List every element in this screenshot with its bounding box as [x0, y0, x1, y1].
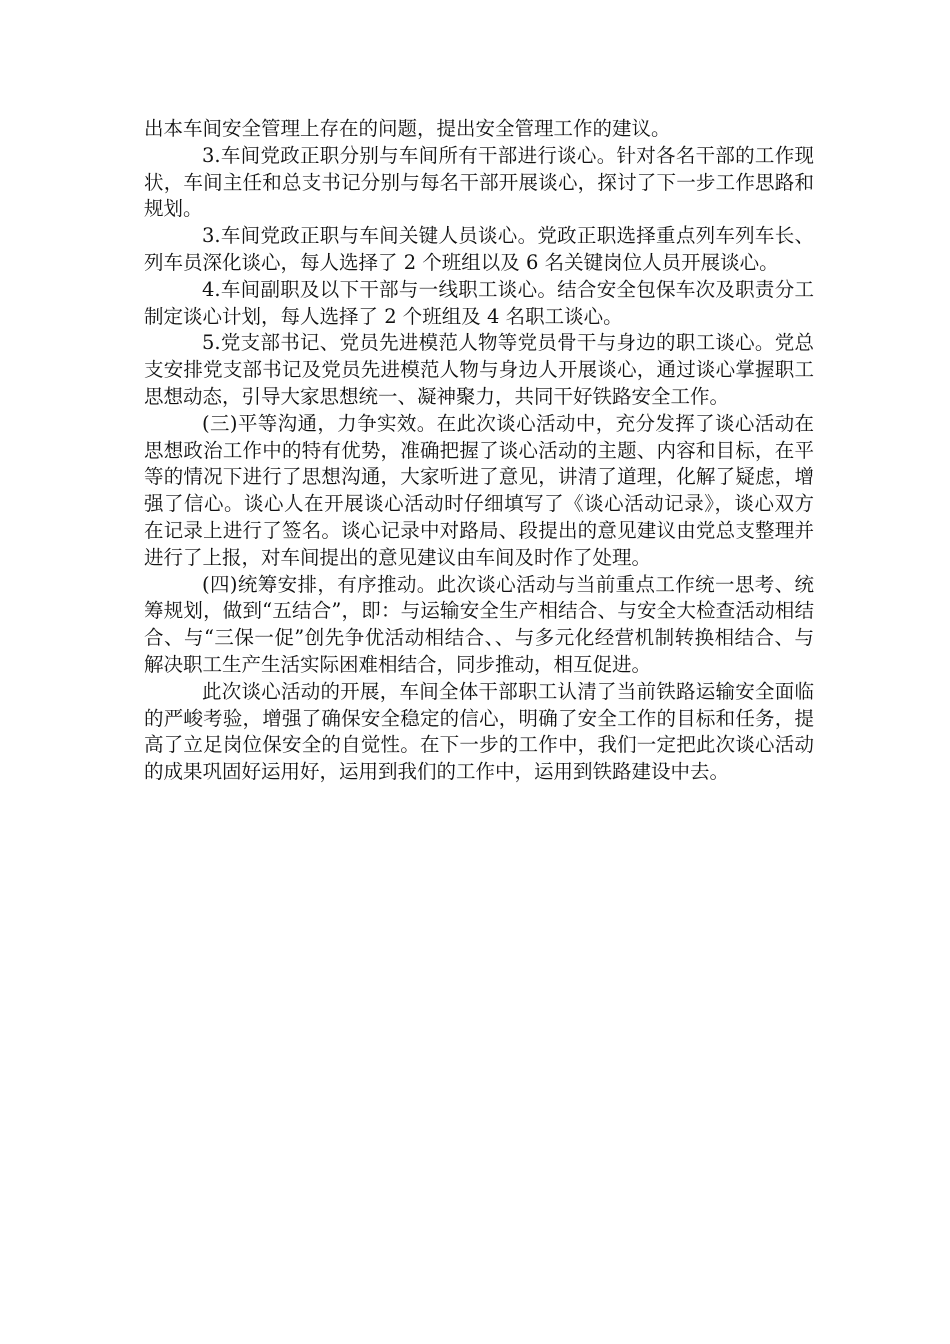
document-body — [144, 116, 814, 786]
paragraph-section-3: (三)平等沟通，力争实效。在此次谈心活动中，充分发挥了谈心活动在思想政治工作中的特有优势，准确把握了谈心活动的主题、内容和目标，在平等的情况下进行了思想沟通，大家听进了意见，讲清了道理，化解了疑虑，增强了信心。谈心人在开展谈心活动时仔细填写了《谈心活动记录》，谈心双方在记录上进行了签名。谈心记录中对路局、段提出的意见建议由党总支整理并进行了上报，对车间提出的意见建议由车间及时作了处理。 — [144, 411, 814, 569]
paragraph-item-5: 5.党支部书记、党员先进模范人物等党员骨干与身边的职工谈心。党总支安排党支部书记及党员先进模范人物与身边人开展谈心，通过谈心掌握职工思想动态，引导大家思想统一、凝神聚力，共同干好铁路安全工作。 — [144, 331, 814, 408]
paragraph-item-4: 4.车间副职及以下干部与一线职工谈心。结合安全包保车次及职责分工制定谈心计划，每人选择了 2 个班组及 4 名职工谈心。 — [144, 277, 814, 328]
paragraph-continuation: 出本车间安全管理上存在的问题，提出安全管理工作的建议。 — [144, 117, 671, 140]
paragraph-item-3-key-staff: 3.车间党政正职与车间关键人员谈心。党政正职选择重点列车列车长、列车员深化谈心，每人选择了 2 个班组以及 6 名关键岗位人员开展谈心。 — [144, 224, 814, 274]
paragraph-item-3-cadres: 3.车间党政正职分别与车间所有干部进行谈心。针对各名干部的工作现状，车间主任和总支书记分别与每名干部开展谈心，探讨了下一步工作思路和规划。 — [144, 143, 814, 221]
paragraph-section-4: (四)统筹安排，有序推动。此次谈心活动与当前重点工作统一思考、统筹规划，做到“五结合”，即：与运输安全生产相结合、与安全大检查活动相结合、与“三保一促”创先争优活动相结合、、与多元化经营机制转换相结合、与解决职工生产生活实际困难相结合，同步推动，相互促进。 — [144, 572, 814, 676]
paragraph-conclusion: 此次谈心活动的开展，车间全体干部职工认清了当前铁路运输安全面临的严峻考验，增强了确保安全稳定的信心，明确了安全工作的目标和任务，提高了立足岗位保安全的自觉性。在下一步的工作中，我们一定把此次谈心活动的成果巩固好运用好，运用到我们的工作中，运用到铁路建设中去。 — [144, 679, 814, 784]
